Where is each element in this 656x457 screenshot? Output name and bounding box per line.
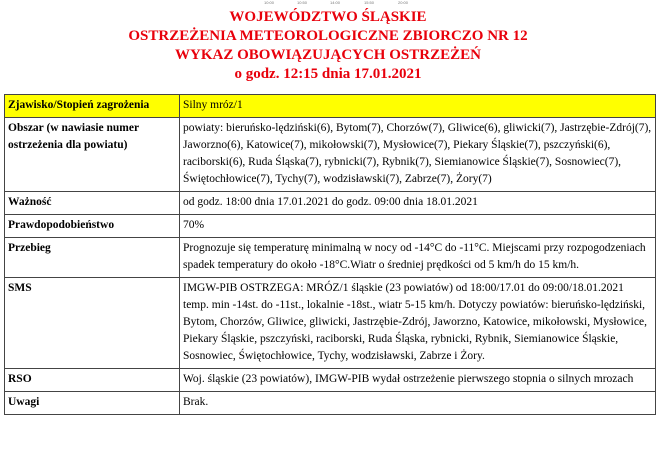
row-sms [5, 278, 656, 369]
scale-strip [0, 0, 656, 8]
notes-label: Uwagi [5, 392, 180, 415]
header-bulletin-title: OSTRZEŻENIA METEOROLOGICZNE ZBIORCZO NR 12 [128, 28, 528, 44]
document-header [0, 8, 656, 84]
scale-label: 15:50 [364, 0, 375, 5]
row-area [5, 118, 656, 192]
rso-value: Woj. śląskie (23 powiatów), IMGW-PIB wydał ostrzeżenie pierwszego stopnia o silnych mrozach [180, 369, 656, 392]
warning-table [4, 94, 656, 415]
row-phenomenon [5, 95, 656, 118]
course-label: Przebieg [5, 238, 180, 278]
row-probability [5, 215, 656, 238]
rso-label: RSO [5, 369, 180, 392]
row-rso [5, 369, 656, 392]
validity-label: Ważność [5, 192, 180, 215]
header-timestamp: o godz. 12:15 dnia 17.01.2021 [234, 66, 422, 82]
scale-label: 14:00 [330, 0, 341, 5]
probability-value: 70% [180, 215, 656, 238]
row-notes [5, 392, 656, 415]
row-validity [5, 192, 656, 215]
scale-label: 10:00 [264, 0, 275, 5]
header-region-title: WOJEWÓDZTWO ŚLĄSKIE [229, 9, 427, 25]
scale-label: 20:00 [398, 0, 409, 5]
validity-value: od godz. 18:00 dnia 17.01.2021 do godz. 09:00 dnia 18.01.2021 [180, 192, 656, 215]
sms-label: SMS [5, 278, 180, 369]
phenomenon-value: Silny mróz/1 [180, 95, 656, 118]
row-course [5, 238, 656, 278]
phenomenon-label: Zjawisko/Stopień zagrożenia [5, 95, 180, 118]
area-value: powiaty: bieruńsko-lędziński(6), Bytom(7), Chorzów(7), Gliwice(6), gliwicki(7), Jastrzębie-Zdrój(7), Jaworzno(6), Katowice(7), mikołowski(7), Mysłowice(7), Piekary Śląskie(7), pszczyński(6), raciborski(6), Ruda Śląska(7), rybnicki(7), Rybnik(7), Siemianowice Śląskie(7), Sosnowiec(7), Świętochłowice(7), Tychy(7), wodzisławski(7), Zabrze(7), Żory(7) [180, 118, 656, 192]
notes-value: Brak. [180, 392, 656, 415]
area-label: Obszar (w nawiasie numer ostrzeżenia dla powiatu) [5, 118, 180, 192]
probability-label: Prawdopodobieństwo [5, 215, 180, 238]
sms-value: IMGW-PIB OSTRZEGA: MRÓZ/1 śląskie (23 powiatów) od 18:00/17.01 do 09:00/18.01.2021 temp. min -14st. do -11st., lokalnie -18st., wiatr 5-15 km/h. Dotyczy powiatów: bieruńsko-lędziński, Bytom, Chorzów, Gliwice, gliwicki, Jastrzębie-Zdrój, Jaworzno, Katowice, mikołowski, Mysłowice, Piekary Śląskie, pszczyński, raciborski, Ruda Śląska, rybnicki, Rybnik, Siemianowice Śląskie, Sosnowiec, Świętochłowice, Tychy, wodzisławski, Zabrze i Żory. [180, 278, 656, 369]
course-value: Prognozuje się temperaturę minimalną w nocy od -14°C do -11°C. Miejscami przy rozpogodzeniach spadek temperatury do około -18°C.Wiatr o średniej prędkości od 5 km/h do 15 km/h. [180, 238, 656, 278]
header-list-title: WYKAZ OBOWIĄZUJĄCYCH OSTRZEŻEŃ [175, 47, 481, 63]
scale-label: 10:50 [297, 0, 308, 5]
